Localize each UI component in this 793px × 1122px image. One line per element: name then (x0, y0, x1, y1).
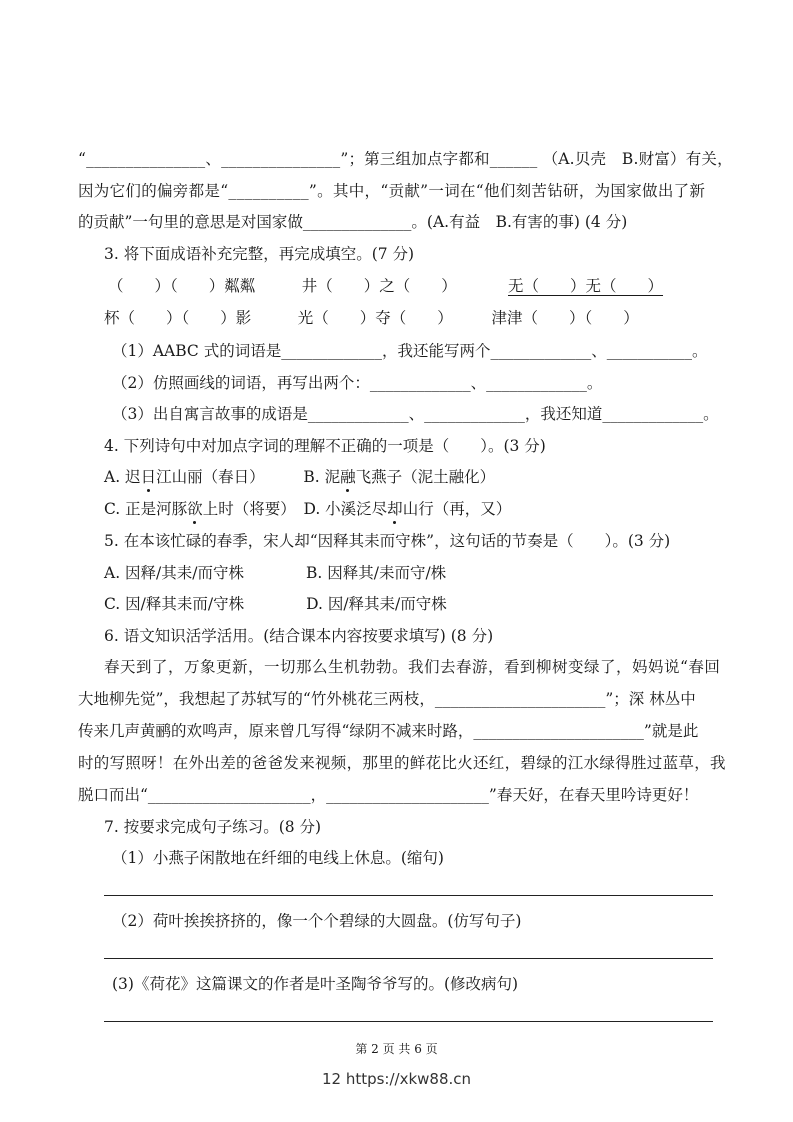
answer-line[interactable] (104, 1021, 713, 1022)
dotted-char: 却 (387, 500, 403, 518)
option-row: A. 因释/其耒/而守株 B. 因释其/耒而守/株 (104, 564, 447, 582)
dotted-char: 融 (340, 468, 356, 486)
question-6-heading: 6. 语文知识活学活用。(结合课本内容按要求填写) (8 分) (104, 627, 494, 645)
idiom-row: 杯（ ）（ ）影 光（ ）夺（ ） 津津（ ）（ ） (104, 309, 639, 327)
option-text: 飞燕子（泥土融化） (355, 468, 496, 486)
paragraph-line: 大地柳先觉”，我想起了苏轼写的“竹外桃花三两枝，______________________”；深 林丛中 (78, 690, 696, 708)
option-text: C. 正是河豚 (104, 500, 188, 518)
option-text: 上时（将要） D. 小溪泛尽 (202, 500, 388, 518)
question-3-heading: 3. 将下面成语补充完整，再完成填空。(7 分) (104, 245, 415, 263)
page-number: 第 2 页 共 6 页 (355, 1042, 438, 1056)
dotted-char: 欲 (187, 500, 203, 518)
sub-question: (3)《荷花》这篇课文的作者是叶圣陶爷爷写的。(修改病句) (112, 975, 519, 993)
option-row: C. 因/释其耒而/守株 D. 因/释其耒/而守株 (104, 595, 447, 613)
paragraph-line: 脱口而出“_____________________，_____________________”春天好，在春天里吟诗更好！ (78, 786, 699, 804)
answer-line[interactable] (104, 958, 713, 959)
option-row (104, 499, 511, 519)
text-line: 因为它们的偏旁都是“__________”。其中，“贡献”一词在“他们刻苦钻研，为国家做出了新 (78, 182, 706, 200)
question-7-heading: 7. 按要求完成句子练习。(8 分) (104, 818, 322, 836)
paragraph-line: 春天到了，万象更新，一切那么生机勃勃。我们去春游，看到柳树变绿了，妈妈说“春回 (104, 658, 721, 676)
paragraph-line: 时的写照呀！在外出差的爸爸发来视频，那里的鲜花比火还红，碧绿的江水绿得胜过蓝草，我 (78, 754, 726, 772)
paragraph-line: 传来几声黄鹂的欢鸣声，原来曾几写得“绿阴不减来时路，______________________”就是此 (78, 722, 699, 740)
question-4-heading: 4. 下列诗句中对加点字词的理解不正确的一项是（ ）。(3 分) (104, 437, 546, 455)
option-row (104, 467, 495, 487)
option-text: A. 迟 (104, 468, 141, 486)
watermark: 12 https://xkw88.cn (321, 1070, 472, 1088)
answer-line[interactable] (104, 895, 713, 896)
option-text: 山行（再，又） (402, 500, 512, 518)
option-text: 江山丽（春日） B. 泥 (156, 468, 341, 486)
idiom-row: （ ）（ ）粼粼 井（ ）之（ ） (108, 277, 457, 295)
sub-question: （2）仿照画线的词语，再写出两个：_____________、_____________。 (112, 374, 603, 392)
idiom-underlined: 无（ ）无（ ） (508, 277, 664, 295)
text-line: 的贡献”一句里的意思是对国家做______________。(A.有益 B.有害的事) (4 分) (78, 213, 628, 231)
sub-question: （2）荷叶挨挨挤挤的，像一个个碧绿的大圆盘。(仿写句子) (112, 912, 522, 930)
text-line: “_______________、_______________”；第三组加点字都和______ （A.贝壳 B.财富）有关， (78, 150, 733, 168)
dotted-char: 日 (140, 468, 157, 486)
sub-question: （1）小燕子闲散地在纤细的电线上休息。(缩句) (112, 849, 444, 867)
sub-question: （3）出自寓言故事的成语是_____________、_____________，我还知道_____________。 (112, 405, 719, 423)
sub-question: （1）AABC 式的词语是_____________，我还能写两个_____________、___________。 (112, 342, 708, 360)
question-5-heading: 5. 在本该忙碌的春季，宋人却“因释其耒而守株”，这句话的节奏是（ ）。(3 分) (104, 532, 671, 550)
